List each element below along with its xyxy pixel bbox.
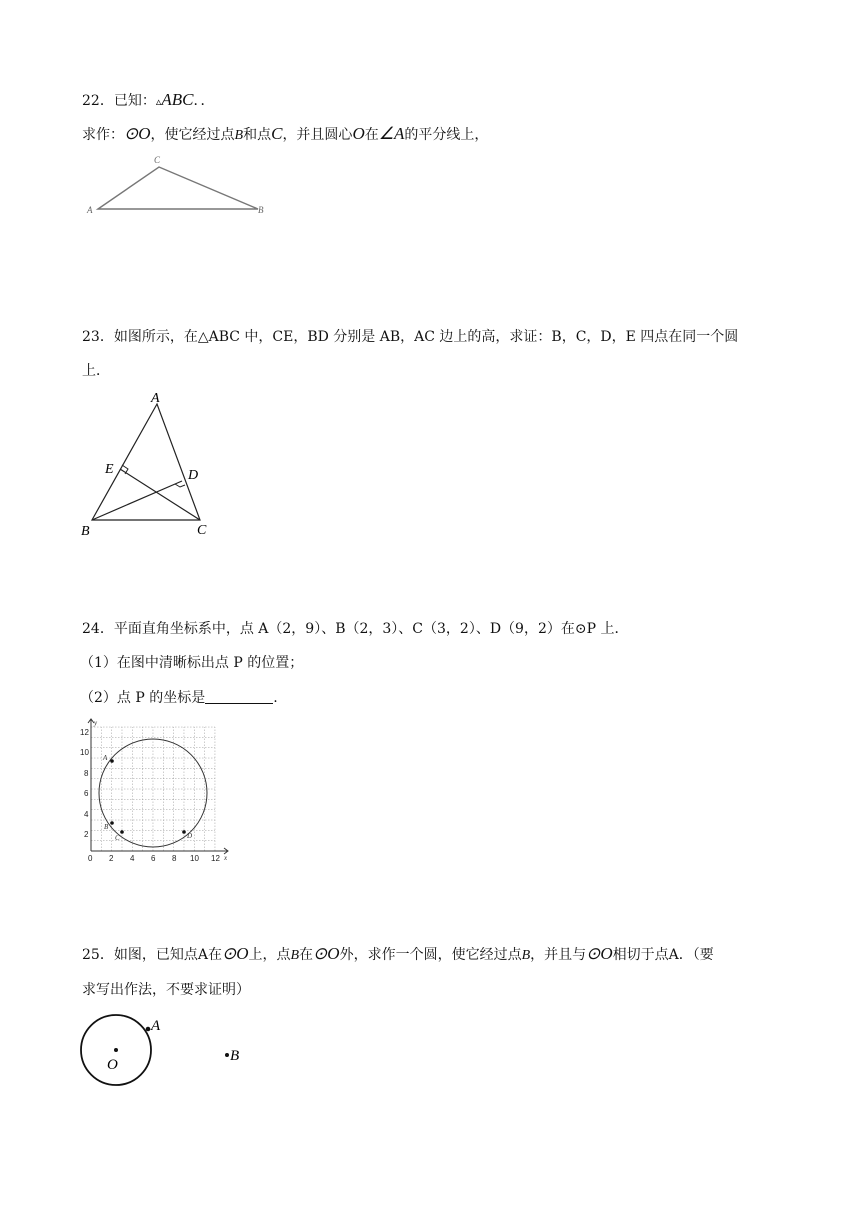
label-a: A — [103, 754, 108, 762]
right-angle-mark-d — [175, 484, 185, 487]
label-d: D — [187, 832, 193, 840]
y-tick-4: 4 — [84, 810, 89, 819]
y-tick-labels — [80, 728, 89, 839]
answer-blank[interactable] — [205, 689, 273, 704]
q22-line1: 22．已知：▵ABC．． — [82, 90, 215, 109]
x-tick-0: 0 — [88, 854, 93, 863]
q25-line1: 25．如图，已知点A在⊙O上，点B在⊙O外，求作一个圆，使它经过点B，并且与⊙O相切于点A．（要 — [82, 944, 714, 963]
label-c: C — [154, 155, 161, 165]
y-tick-2: 2 — [84, 830, 89, 839]
label-e: E — [105, 462, 114, 477]
point-c — [120, 830, 124, 834]
q23-triangle-figure — [75, 388, 225, 543]
y-tick-6: 6 — [84, 789, 89, 798]
point-a — [146, 1027, 151, 1032]
x-axis-label: x — [224, 854, 228, 862]
label-c: C — [115, 834, 120, 842]
x-tick-8: 8 — [172, 854, 177, 863]
y-tick-12: 12 — [80, 728, 89, 737]
x-tick-4: 4 — [130, 854, 135, 863]
q25-line2: 求写出作法，不要求证明） — [82, 982, 250, 998]
q22-triangle-figure — [80, 150, 280, 220]
label-a: A — [151, 1018, 161, 1034]
label-a: A — [151, 391, 160, 406]
q23-line2: 上． — [82, 363, 110, 379]
y-tick-10: 10 — [80, 748, 89, 757]
q22-line2: 求作：⊙O，使它经过点B和点C，并且圆心O在∠A的平分线上， — [82, 124, 489, 143]
x-tick-2: 2 — [109, 854, 114, 863]
point-d — [182, 830, 186, 834]
y-tick-8: 8 — [84, 769, 89, 778]
point-b — [110, 821, 114, 825]
x-tick-6: 6 — [151, 854, 156, 863]
q23-line1: 23．如图所示，在△ABC 中，CE，BD 分别是 AB，AC 边上的高，求证：B，C，D，E 四点在同一个圆 — [82, 329, 739, 345]
label-o: O — [107, 1057, 118, 1073]
label-b: B — [104, 823, 109, 831]
q24-sub2: （2）点 P 的坐标是 . — [80, 690, 278, 706]
label-d: D — [188, 468, 199, 483]
q24-coordinate-graph — [78, 716, 238, 866]
y-axis-label: y — [94, 719, 98, 727]
x-tick-10: 10 — [190, 854, 199, 863]
label-b: B — [258, 205, 264, 215]
x-tick-12: 12 — [211, 854, 220, 863]
point-b — [225, 1053, 229, 1057]
x-tick-labels — [88, 854, 220, 863]
label-c: C — [197, 523, 207, 538]
q24-line1: 24．平面直角坐标系中，点 A（2，9）、B（2，3）、C（3，2）、D（9，2）在⊙P 上． — [82, 621, 629, 637]
point-a — [110, 759, 114, 763]
label-b: B — [81, 524, 90, 539]
q24-sub1: （1）在图中清晰标出点 P 的位置； — [80, 655, 304, 671]
q25-circle-figure — [78, 1010, 268, 1095]
label-a: A — [87, 205, 93, 215]
triangle-abc — [98, 167, 258, 209]
triangle-symbol: ▵ — [155, 95, 162, 108]
point-o — [114, 1048, 118, 1052]
grid-lines — [91, 727, 215, 851]
label-b: B — [230, 1048, 240, 1064]
